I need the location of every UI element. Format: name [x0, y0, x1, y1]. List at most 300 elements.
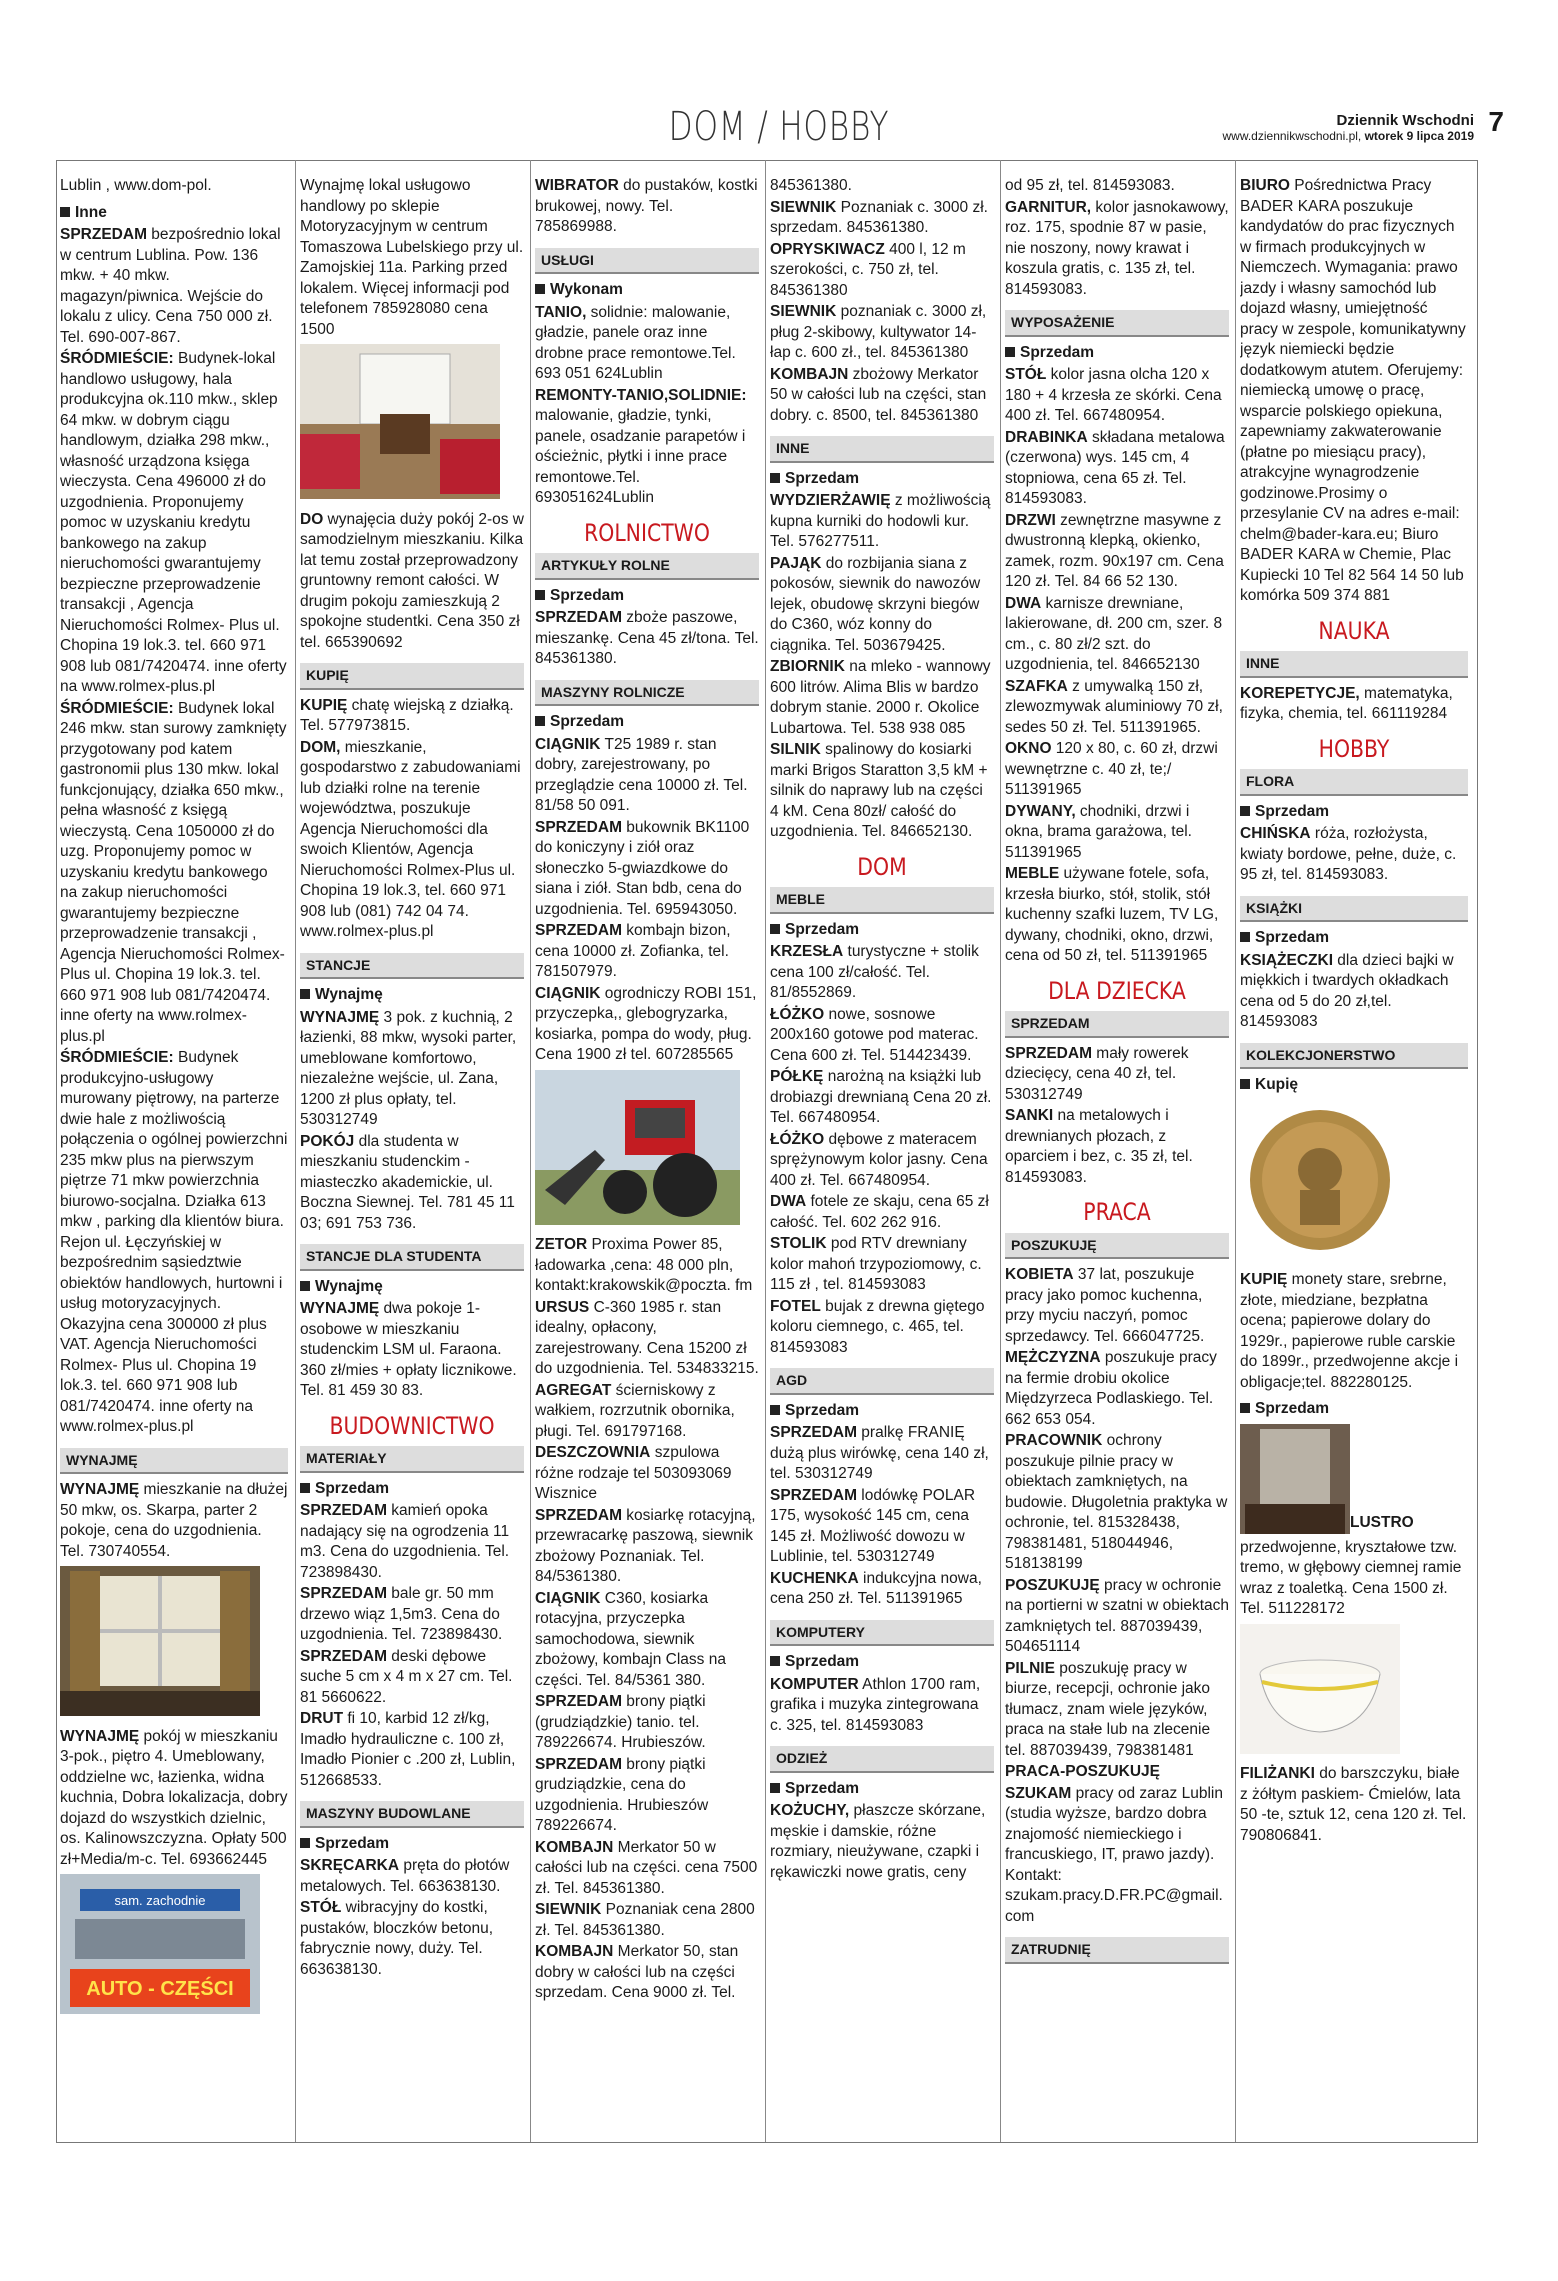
section-header-kupie: KUPIĘ	[300, 663, 524, 690]
ad-text: chatę wiejską z działką. Tel. 577973815.	[300, 696, 514, 734]
subsection-sprzedam: Sprzedam	[535, 712, 759, 733]
classified-ad	[770, 1005, 994, 1067]
ad-keyword: CIĄGNIK	[535, 1589, 601, 1607]
classified-ad	[770, 657, 994, 739]
ad-keyword: KOMBAJN	[535, 1943, 614, 1960]
ad-keyword: KUPIĘ	[300, 696, 348, 714]
ad-text: wynajęcia duży pokój 2-os w samodzielnym mieszkaniu. Kilka lat temu został przeprowadzony gruntowny remont całości. W drugim pokoju zamieszkują 2 spokojne studentki. Cena 350 zł tel. 665390692	[300, 510, 524, 651]
classified-ad	[535, 1692, 759, 1754]
ad-text: od 95 zł, tel. 814593083.	[1005, 177, 1175, 194]
classified-ad	[1005, 1431, 1229, 1575]
ad-text: kolor jasnokawowy, roz. 175, spodnie 87 w pasie, nie noszony, nowy krawat i koszula gratis, c. 135 zł, tel. 814593083.	[1005, 198, 1229, 298]
subsection-sprzedam: Sprzedam	[1240, 1399, 1468, 1420]
ad-text: 400 l, 12 m szerokości, c. 750 zł, tel. 845361380	[770, 240, 966, 299]
ad-text: Athlon 1700 ram, grafika i muzyka zintegrowana c. 325, tel. 814593083	[770, 1675, 981, 1734]
section-header-maszyny-budowlane: MASZYNY BUDOWLANE	[300, 1801, 524, 1828]
classified-ad	[1005, 428, 1229, 510]
classified-ad	[1005, 1784, 1229, 1928]
ad-keyword: SPRZEDAM	[535, 609, 622, 626]
classified-ad	[535, 303, 759, 385]
ad-text: Merkator 50, stan dobry w całości lub na części sprzedam. Cena 9000 zł. Tel.	[535, 1943, 739, 2001]
section-header-komputery: KOMPUTERY	[770, 1620, 994, 1647]
ad-keyword: SANKI	[1005, 1107, 1054, 1124]
ad-keyword: SKRĘCARKA	[300, 1857, 400, 1874]
classified-ad	[60, 225, 288, 348]
classified-ad	[60, 1480, 288, 1562]
ad-text: T25 1989 r. stan dobry, zarejestrowany, po przeglądzie cena 10000 zł. Tel. 81/58 50 091.	[535, 735, 748, 814]
ad-keyword: SPRZEDAM	[300, 1502, 387, 1519]
ad-keyword: ŚRÓDMIEŚCIE:	[60, 350, 174, 367]
ad-keyword: SPRZEDAM	[1005, 1044, 1092, 1062]
classified-ad	[300, 1898, 524, 1980]
category-praca: PRACA	[1083, 1198, 1151, 1226]
classified-ad	[535, 1443, 759, 1505]
ad-keyword: PAJĄK	[770, 554, 822, 572]
ad-keyword: DESZCZOWNIA	[535, 1444, 651, 1461]
ad-keyword: OKNO	[1005, 740, 1052, 757]
classified-ad	[1005, 1659, 1229, 1762]
column-divider	[530, 160, 531, 2142]
section-header-uslugi: USŁUGI	[535, 248, 759, 275]
section-header-maszyny-rolnicze: MASZYNY ROLNICZE	[535, 680, 759, 707]
ad-text: używane fotele, sofa, krzesła biurko, stół, stolik, stół kuchenny szafki luzem, TV LG, dywany, chodniki, okno, drzwi, cena od 50 zł, tel. 511391965	[1005, 865, 1219, 964]
ad-keyword: SZAFKA	[1005, 677, 1068, 695]
classified-ad	[770, 1297, 994, 1359]
ad-keyword: PRACA-POSZUKUJĘ	[1005, 1763, 1161, 1780]
ad-keyword: STÓŁ	[300, 1899, 342, 1916]
ad-text: Poznaniak cena 2800 zł. Tel. 845361380.	[535, 1901, 755, 1939]
ad-keyword: POKÓJ	[300, 1132, 355, 1150]
classified-ad	[60, 1048, 288, 1438]
ad-text: przedwojenne, kryształowe tzw. tremo, w głębowy ciemnej ramie wraz z toaletką. Cena 1500 zł. Tel. 511228172	[1240, 1538, 1462, 1617]
classified-ad	[770, 365, 994, 427]
ad-text: poszukuję pracy w biurze, recepcji, ochronie jako tłumacz, znam wiele języków, praca na stałe lub na zlecenie tel. 887039439, 798381481	[1005, 1659, 1211, 1759]
ad-keyword: SPRZEDAM	[770, 1486, 857, 1504]
classified-ad	[770, 176, 994, 197]
ad-text: pręta do płotów metalowych. Tel. 663638130.	[300, 1857, 510, 1895]
section-header-zatrudnie: ZATRUDNIĘ	[1005, 1937, 1229, 1964]
ad-text: z umywalką 150 zł, zlewozmywak aluminiowy 70 zł, sedes 50 zł. Tel. 511391965.	[1005, 677, 1223, 736]
classified-ad	[770, 198, 994, 239]
ad-keyword: OPRYSKIWACZ	[770, 240, 885, 258]
ad-text: bukownik BK1100 do koniczyny i ziół oraz słoneczko 5-gwiazdkowe do siana i ziół. Stan bdb, cena do uzgodnienia. Tel. 695943050.	[535, 818, 750, 918]
svg-text:sam. zachodnie: sam. zachodnie	[114, 1893, 206, 1908]
classified-ad	[1005, 594, 1229, 676]
ad-keyword: KOMPUTER	[770, 1675, 859, 1693]
ad-text: malowanie, gładzie, tynki, panele, osadzanie parapetów i ościeżnic, płytki i inne prace remontowe.Tel. 693051624Lublin	[535, 407, 746, 506]
ad-text: płaszcze skórzane, męskie i damskie, różne rozmiary, nieużywane, czapki i rękawiczki nowe gratis, ceny	[770, 1802, 986, 1881]
classified-ad	[300, 1856, 524, 1897]
classified-ad	[535, 921, 759, 983]
photo-shop	[60, 1874, 288, 2021]
category-nauka: NAUKA	[1318, 616, 1390, 645]
section-header-poszukuje: POSZUKUJĘ	[1005, 1233, 1229, 1260]
ad-keyword: KOMBAJN	[535, 1838, 614, 1856]
classified-ad	[770, 740, 994, 843]
classified-ad	[1240, 951, 1468, 1033]
classified-ad	[1240, 684, 1468, 725]
classified-ad	[770, 554, 994, 657]
column-2	[300, 176, 524, 2136]
ad-text: brony piątki (grudziądzkie) tanio. tel. 789226674. Hrubieszów.	[535, 1693, 706, 1751]
ad-text: karnisze drewniane, lakierowane, dł. 200 cm, szer. 8 cm., c. 80 zł/2 szt. do uzgodnienia, tel. 846652130	[1005, 594, 1223, 673]
ad-text: zboże paszowe, mieszankę. Cena 45 zł/tona. Tel. 845361380.	[535, 609, 759, 667]
ad-text: ochrony poszukuje pilnie pracy w obiektach zamkniętych, na budowie. Długoletnia praktyka w ochronie, tel. 815328438, 798381481, 518044946, 518138199	[1005, 1432, 1228, 1572]
ad-text: Merkator 50 w całości lub na części. cena 7500 zł. Tel. 845361380.	[535, 1838, 758, 1897]
ad-text: spalinowy do kosiarki marki Brigos Staratton 3,5 kM + silnik do naprawy lub na części 4 kM. Cena 80zł/ całość do uzgodnienia. Tel. 846652130.	[770, 741, 988, 840]
subsection-sprzedam: Sprzedam	[535, 586, 759, 607]
ad-keyword: WYNAJMĘ	[300, 1008, 380, 1026]
ad-keyword: KOMBAJN	[770, 365, 849, 383]
subsection-sprzedam: Sprzedam	[770, 920, 994, 941]
photo-coin	[1240, 1100, 1468, 1267]
section-title: DOM / HOBBY	[668, 104, 890, 150]
ad-text: C360, kosiarka rotacyjna, przyczepka samochodowa, siewnik zbożowy, kombajn Class na części. Tel. 84/5361 380.	[535, 1589, 726, 1689]
classified-ad	[770, 1486, 994, 1568]
classified-ad	[1005, 176, 1229, 197]
category-budownictwo: BUDOWNICTWO	[329, 1411, 495, 1440]
section-header-wynajme: WYNAJMĘ	[60, 1448, 288, 1475]
section-header-flora: FLORA	[1240, 769, 1468, 796]
ad-keyword: REMONTY-TANIO,SOLIDNIE:	[535, 386, 747, 404]
subsection-sprzedam: Sprzedam	[770, 469, 994, 490]
classified-ad	[1005, 1576, 1229, 1658]
ad-keyword: DO	[300, 510, 324, 528]
ad-text: Wynajmę lokal usługowo handlowy po sklepie Motoryzacyjnym w centrum Tomaszowa Lubelskiego przy ul. Zamojskiej 11a. Parking przed lokalem. Więcej informacji pod telefonem 785928080 cena 1500	[300, 177, 524, 338]
ad-text: Budynek produkcyjno-usługowy murowany piętrowy, na parterze dwie hale z możliwością połączenia o ogólnej powierzchni 235 mkw plus na pierwszym piętrze 71 mkw powierzchnia biurowo-socjalna. Działka 613 mkw , parking dla klientów biura. Rejon ul. Łęczyńskiej w bezpośrednim sąsiedztwie obiektów handlowych, hurtowni i usług motoryzacyjnych. Okazyjna cena 300000 zł plus VAT. Agencja Nieruchomości Rolmex- Plus ul. Chopina 19 lok.3. tel. 660 971 908 lub 081/7420474. inne oferty na www.rolmex-plus.pl	[60, 1049, 288, 1435]
ad-keyword: SPRZEDAM	[300, 1585, 387, 1602]
classified-ad	[1240, 824, 1468, 886]
ad-keyword: DRZWI	[1005, 511, 1056, 529]
classified-ad	[300, 1132, 524, 1235]
ad-text: do rozbijania siana z pokosów, siewnik do nawozów lejek, obudowę skrzyni biegów do C360, wóz konny do ciągnika. Tel. 503679425.	[770, 554, 981, 654]
ad-keyword: SILNIK	[770, 741, 821, 758]
ad-keyword: STÓŁ	[1005, 366, 1047, 383]
ad-text: do pustaków, kostki brukowej, nowy. Tel. 785869988.	[535, 177, 758, 235]
subsection-sprzedam: Sprzedam	[1240, 802, 1468, 823]
ad-keyword: STOLIK	[770, 1235, 827, 1252]
ad-text: Poznaniak c. 3000 zł. sprzedam. 845361380.	[770, 198, 988, 236]
column-1	[60, 176, 288, 2136]
ad-text: chodniki, drzwi i okna, brama garażowa, tel. 511391965	[1005, 802, 1192, 861]
category-rolnictwo: ROLNICTWO	[584, 518, 710, 547]
classified-ad	[770, 1675, 994, 1737]
ad-keyword: SPRZEDAM	[60, 226, 147, 243]
ad-text: nowe, sosnowe 200x160 gotowe pod materac. Cena 600 zł. Tel. 514423439.	[770, 1005, 979, 1064]
photo-cup	[1240, 1624, 1468, 1761]
classified-ad	[770, 942, 994, 1004]
classified-ad	[535, 1506, 759, 1588]
classified-ad	[770, 1569, 994, 1610]
ad-text: deski dębowe suche 5 cm x 4 m x 27 cm. Tel. 81 5660622.	[300, 1647, 513, 1706]
ad-text: 120 x 80, c. 60 zł, drzwi wewnętrzne c. 40 zł, te;/ 511391965	[1005, 740, 1218, 798]
ad-keyword: ŚRÓDMIEŚCIE:	[60, 699, 174, 717]
classified-ad	[535, 1900, 759, 1941]
ad-keyword: SPRZEDAM	[535, 1755, 622, 1773]
classified-ad	[300, 1584, 524, 1646]
ad-keyword: KRZESŁA	[770, 943, 844, 960]
classified-ad	[535, 1942, 759, 2004]
ad-keyword: CIĄGNIK	[535, 984, 601, 1002]
classified-ad	[300, 1299, 524, 1402]
section-header-inne: INNE	[770, 436, 994, 463]
paper-url[interactable]: www.dziennikwschodni.pl	[1222, 129, 1358, 143]
ad-keyword: KSIĄŻECZKI	[1240, 951, 1333, 969]
column-divider	[295, 160, 296, 2142]
classified-ad	[60, 1727, 288, 1871]
column-6	[1240, 176, 1468, 2136]
column-4	[770, 176, 994, 2136]
page-number: 7	[1488, 106, 1504, 137]
ad-text: pod RTV drewniany kolor mahoń trzypoziomowy, c. 115 zł , tel. 814593083	[770, 1235, 982, 1293]
ad-keyword: ŁÓŻKO	[770, 1005, 825, 1023]
classified-ad	[1005, 511, 1229, 593]
ad-text: mały rowerek dziecięcy, cena 40 zł, tel. 530312749	[1005, 1044, 1189, 1103]
ad-text: poszukuje pracy na fermie drobiu okolice Międzyrzeca Podlaskiego. Tel. 662 653 054.	[1005, 1349, 1217, 1428]
section-header-sprzedam: SPRZEDAM	[1005, 1011, 1229, 1038]
ad-text: solidnie: malowanie, gładzie, panele oraz inne drobne prace remontowe.Tel. 693 051 624Lublin	[535, 303, 736, 382]
ad-keyword: MĘŻCZYZNA	[1005, 1349, 1101, 1366]
section-header-stancje: STANCJE	[300, 953, 524, 980]
subsection-sprzedam: Sprzedam	[300, 1834, 524, 1855]
classified-ad	[535, 1755, 759, 1837]
subsection-sprzedam: Sprzedam	[770, 1401, 994, 1422]
ad-keyword: SPRZEDAM	[535, 922, 622, 939]
classified-ad	[1005, 365, 1229, 427]
classified-ad	[770, 1067, 994, 1129]
classified-ad	[535, 1381, 759, 1443]
photo-window	[60, 1566, 288, 1723]
ad-keyword: ZETOR	[535, 1236, 588, 1253]
ad-keyword: AGREGAT	[535, 1381, 612, 1399]
classified-ad	[770, 1234, 994, 1296]
classified-ad	[300, 1647, 524, 1709]
ad-text: brony piątki grudziądzkie, cena do uzgodnienia. Hrubieszów 789226674.	[535, 1755, 709, 1834]
ad-keyword: WIBRATOR	[535, 177, 619, 194]
issue-date: wtorek 9 lipca 2019	[1364, 129, 1474, 143]
ad-text: C-360 1985 r. stan idealny, opłacony, zarejestrowany. Cena 15200 zł do uzgodnienia. Tel. 534833215.	[535, 1298, 759, 1377]
ad-text: monety stare, srebrne, złote, miedziane, bezpłatna ocena; papierowe dolary do 1929r., papierowe ruble carskie do 1899r., przedwojenne akcje i obligacje;tel. 882280125.	[1240, 1271, 1459, 1391]
section-header-inne: INNE	[1240, 651, 1468, 678]
ad-keyword: DYWANY,	[1005, 802, 1076, 820]
classified-ad	[535, 1298, 759, 1380]
category-dom: DOM	[857, 852, 907, 881]
ad-text: bale gr. 50 mm drzewo wiąz 1,5m3. Cena do uzgodnienia. Tel. 723898430.	[300, 1585, 503, 1643]
classified-ad	[1005, 677, 1229, 739]
section-header-meble: MEBLE	[770, 887, 994, 914]
ad-text: z możliwością kupna kurniki do hodowli kur. Tel. 576277511.	[770, 492, 991, 550]
ad-text: turystyczne + stolik cena 100 zł/całość. Tel. 81/8552869.	[770, 943, 979, 1001]
ad-text: wibracyjny do kostki, pustaków, bloczków betonu, fabrycznie nowy, duży. Tel. 663638130.	[300, 1899, 494, 1978]
classified-ad	[300, 696, 524, 737]
section-header-artykuly-rolne: ARTYKUŁY ROLNE	[535, 553, 759, 580]
column-divider	[765, 160, 766, 2142]
ad-text: ścierniskowy z wałkiem, rozrzutnik obornika, pługi. Tel. 691797168.	[535, 1381, 735, 1440]
ad-text: indukcyjna nowa, cena 250 zł. Tel. 511391965	[770, 1569, 982, 1607]
classified-ad	[770, 491, 994, 553]
subsection-kupie: Kupię	[1240, 1075, 1468, 1096]
classified-ad	[535, 176, 759, 238]
section-header-agd: AGD	[770, 1368, 994, 1395]
classified-ad	[535, 984, 759, 1066]
ad-text: pokój w mieszkaniu 3-pok., piętro 4. Umeblowany, oddzielne wc, łazienka, widna kuchnia, Dobra lokalizacja, dobry dojazd do wszystkich dzielnic, os. Kalinowszczyzna. Opłaty 500 zł+Media/m-c. Tel. 693662445	[60, 1727, 288, 1868]
ad-text: kamień opoka nadający się na ogrodzenia 11 m3. Cena do uzgodnienia. Tel. 723898430.	[300, 1502, 510, 1581]
ad-keyword: ZBIORNIK	[770, 658, 845, 675]
ad-keyword: DWA	[770, 1193, 807, 1210]
ad-keyword: SPRZEDAM	[770, 1424, 857, 1441]
ad-text: bezpośrednio lokal w centrum Lublina. Pow. 136 mkw. + 40 mkw. magazyn/piwnica. Wejście do lokalu z ulicy. Cena 750 000 zł. Tel. 690-007-867.	[60, 226, 281, 346]
ad-text: lodówkę POLAR 175, wysokość 145 cm, cena 145 zł. Możliwość dowozu w Lublinie, tel. 530312749	[770, 1486, 976, 1565]
classified-ad	[535, 386, 759, 509]
svg-text:AUTO - CZĘŚCI: AUTO - CZĘŚCI	[86, 1978, 234, 2000]
classified-ad	[535, 1235, 759, 1297]
subsection-inne: Inne	[60, 203, 288, 224]
ad-text: róża, rozłożysta, kwiaty bordowe, pełne, duże, c. 95 zł, tel. 814593083.	[1240, 825, 1457, 883]
ad-keyword: BIURO	[1240, 177, 1290, 194]
date-line: www.dziennikwschodni.pl, wtorek 9 lipca 2019	[1222, 129, 1474, 143]
ad-text: poznaniak c. 3000 zł, pług 2-skibowy, kultywator 14-łap c. 600 zł., tel. 845361380	[770, 303, 987, 361]
ad-keyword: TANIO,	[535, 303, 587, 321]
classified-ad	[1005, 1106, 1229, 1188]
section-header-kolekcjonerstwo: KOLEKCJONERSTWO	[1240, 1043, 1468, 1070]
classified-ad	[1240, 176, 1468, 607]
classified-ad	[535, 735, 759, 817]
ad-keyword: URSUS	[535, 1298, 590, 1316]
ad-text: na mleko - wannowy 600 litrów. Alima Blis w bardzo dobrym stanie. 2000 r. Okolice Lubartowa. Tel. 538 938 085	[770, 658, 991, 737]
ad-keyword: CHIŃSKA	[1240, 825, 1311, 842]
photo-tractor	[535, 1070, 759, 1232]
ad-keyword: DOM,	[300, 738, 341, 756]
ad-text: 37 lat, poszukuje pracy jako pomoc kuchenna, przy myciu naczyń, pomoc sprzedawcy. Tel. 666047725.	[1005, 1266, 1205, 1345]
classified-ad	[770, 1192, 994, 1233]
ad-text: Budynek-lokal handlowo usługowy, hala produkcyjna ok.110 mkw., sklep 64 mkw. w dobrym ciągu handlowym, działka 298 mkw., własność urządzona księga wieczysta. Cena 496000 zł do uzgodnienia. Proponujemy pomoc w uzyskaniu kredytu bankowego na zakup nieruchomości gwarantujemy bezpieczne przeprowadzenie transakcji , Agencja Nieruchomości Rolmex- Plus ul. Chopina 19 lok.3. tel. 660 971 908 lub 081/7420474. inne oferty na www.rolmex-plus.pl	[60, 350, 287, 695]
masthead	[1222, 106, 1504, 143]
ad-keyword: FOTEL	[770, 1297, 821, 1315]
photo-mirror	[1240, 1424, 1468, 1534]
classified-ad	[1005, 1044, 1229, 1106]
ad-text: pralkę FRANIĘ dużą plus wirówkę, cena 140 zł, tel. 530312749	[770, 1424, 989, 1482]
ad-keyword: PRACOWNIK	[1005, 1432, 1103, 1449]
section-header-materialy: MATERIAŁY	[300, 1446, 524, 1473]
ad-text: zbożowy Merkator 50 w całości lub na części, stan dobry. c. 8500, tel. 845361380	[770, 365, 987, 424]
ad-text: 3 pok. z kuchnią, 2 łazienki, 88 mkw, wysoki parter, umeblowane komfortowo, niezależne wejście, ul. Zana, 1200 zł plus opłaty, tel. 530312749	[300, 1008, 517, 1128]
ad-keyword: DWA	[1005, 594, 1042, 612]
ad-text: na metalowych i drewnianych płozach, z oparciem i bez, c. 35 zł, tel. 814593083.	[1005, 1107, 1193, 1186]
column-3	[535, 176, 759, 2136]
ad-keyword: ŚRÓDMIEŚCIE:	[60, 1049, 174, 1066]
ad-text: dla studenta w mieszkaniu studenckim - miasteczko akademickie, ul. Boczna Siewnej. Tel. 781 45 11 03; 691 753 736.	[300, 1132, 515, 1232]
classified-ad	[1240, 1270, 1468, 1393]
ad-keyword: WYNAJMĘ	[300, 1300, 380, 1317]
ad-keyword: PÓŁKĘ	[770, 1068, 824, 1085]
ad-keyword: MEBLE	[1005, 865, 1060, 882]
ad-keyword: SIEWNIK	[770, 303, 837, 320]
subsection-wynajme: Wynajmę	[300, 985, 524, 1006]
category-dla-dziecka: DLA DZIECKA	[1048, 976, 1186, 1005]
section-header-ksiazki: KSIĄŻKI	[1240, 896, 1468, 923]
ad-text: kolor jasna olcha 120 x 180 + 4 krzesła ze skórki. Cena 400 zł. Tel. 667480954.	[1005, 366, 1222, 424]
paper-name: Dziennik Wschodni	[1336, 112, 1474, 129]
ad-keyword: CIĄGNIK	[535, 735, 601, 753]
ad-keyword: DRUT	[300, 1710, 344, 1727]
ad-keyword: KOŻUCHY,	[770, 1802, 850, 1819]
ad-text: dębowe z materacem sprężynowym kolor jasny. Cena 400 zł. Tel. 667480954.	[770, 1130, 988, 1189]
ad-keyword: KOBIETA	[1005, 1266, 1074, 1283]
ad-keyword: SIEWNIK	[535, 1901, 602, 1918]
ad-text: dwa pokoje 1-osobowe w mieszkaniu studenckim LSM ul. Faraona. 360 zł/mies + opłaty licznikowe. Tel. 81 459 30 83.	[300, 1300, 517, 1399]
classified-ad	[1005, 802, 1229, 864]
ad-keyword: SPRZEDAM	[535, 1693, 622, 1710]
classified-ad	[535, 818, 759, 921]
ad-keyword: PILNIE	[1005, 1659, 1055, 1677]
photo-caption: LUSTRO	[1350, 1514, 1414, 1531]
ad-text: fotele ze skaju, cena 65 zł całość. Tel. 602 262 916.	[770, 1193, 989, 1231]
ad-keyword: ŁÓŻKO	[770, 1130, 825, 1148]
ad-text: zewnętrzne masywne z dwustronną klepką, okienko, zamek, rozm. 90x197 cm. Cena 120 zł. Tel. 84 66 52 130.	[1005, 511, 1224, 590]
column-divider	[1000, 160, 1001, 2142]
photo-room	[300, 344, 524, 506]
ad-text: narożną na książki lub drobiazgi drewnianą Cena 20 zł. Tel. 667480954.	[770, 1068, 992, 1126]
ad-text: dla dzieci bajki w miękkich i twardych okładkach cena od 5 do 20 zł,tel. 814593083	[1240, 951, 1454, 1030]
classified-ad	[770, 240, 994, 302]
ad-text: Proxima Power 85, ładowarka ,cena: 48 000 pln, kontakt:krakowskik@poczta. fm	[535, 1236, 753, 1294]
ad-keyword: SPRZEDAM	[300, 1647, 387, 1665]
ad-text: pracy od zaraz Lublin (studia wyższe, bardzo dobra znajomość niemieckiego i francuskiego, IT, prawo jazdy). Kontakt: szukam.pracy.D.FR.PC@gmail. com	[1005, 1784, 1223, 1925]
ad-text: matematyka, fizyka, chemia, tel. 661119284	[1240, 684, 1453, 722]
ad-keyword: GARNITUR,	[1005, 198, 1092, 216]
ad-keyword: KOREPETYCJE,	[1240, 684, 1360, 702]
ad-keyword: DRABINKA	[1005, 428, 1088, 446]
ad-keyword: SIEWNIK	[770, 198, 837, 216]
subsection-wykonam: Wykonam	[535, 280, 759, 301]
classified-ad	[535, 1589, 759, 1692]
category-hobby: HOBBY	[1318, 734, 1390, 763]
classified-ad	[770, 302, 994, 364]
subsection-sprzedam: Sprzedam	[1240, 928, 1468, 949]
classified-ad	[300, 1501, 524, 1583]
ad-text: mieszkanie na dłużej 50 mkw, os. Skarpa, parter 2 pokoje, cena do uzgodnienia. Tel. 730740554.	[60, 1481, 288, 1560]
classified-ad	[1005, 1762, 1229, 1783]
classified-ad	[60, 699, 288, 1048]
subsection-wynajme: Wynajmę	[300, 1277, 524, 1298]
section-header-odziez: ODZIEŻ	[770, 1746, 994, 1773]
classified-ad	[770, 1130, 994, 1192]
ad-text: bujak z drewna giętego koloru ciemnego, c. 465, tel. 814593083	[770, 1297, 985, 1356]
ad-keyword: WYNAJMĘ	[60, 1481, 140, 1498]
ad-keyword: SPRZEDAM	[535, 818, 622, 836]
classified-ad	[300, 1709, 524, 1791]
classified-ad	[1240, 1764, 1468, 1846]
subsection-sprzedam: Sprzedam	[1005, 343, 1229, 364]
classified-ad	[1005, 864, 1229, 967]
classified-ad	[1005, 739, 1229, 801]
ad-text: szpulowa różne rodzaje tel 503093069 Wisznice	[535, 1444, 732, 1502]
ad-text: Lublin , www.dom-pol.	[60, 177, 212, 194]
ad-text: składana metalowa (czerwona) wys. 145 cm, 4 stopniowa, cena 65 zł. Tel. 814593083.	[1005, 428, 1225, 507]
ad-keyword: WYDZIERŻAWIĘ	[770, 492, 891, 509]
classified-ad	[535, 608, 759, 670]
ad-keyword: WYNAJMĘ	[60, 1727, 140, 1745]
ad-keyword: POSZUKUJĘ	[1005, 1576, 1100, 1594]
ad-text: mieszkanie, gospodarstwo z zabudowaniami lub działki rolne na terenie województwa, poszukuje Agencja Nieruchomości dla swoich Klientów, Agencja Nieruchomości Rolmex-Plus ul. Chopina 19 lok.3, tel. 660 971 908 lub (081) 742 04 74. www.rolmex-plus.pl	[300, 738, 521, 940]
classified-ad	[300, 176, 524, 340]
classified-ad	[770, 1801, 994, 1883]
ad-text: kosiarkę rotacyjną, przewracarkę paszową, siewnik zbożowy Poznaniak. Tel. 84/5361380.	[535, 1506, 756, 1585]
classified-ad	[535, 1838, 759, 1900]
ad-text: do barszczyku, białe z żółtym paskiem- Ćmielów, lata 50 -te, sztuk 12, cena 120 zł. Tel. 790806841.	[1240, 1765, 1467, 1844]
ad-keyword: FILIŻANKI	[1240, 1765, 1315, 1782]
classified-ad	[770, 1423, 994, 1485]
